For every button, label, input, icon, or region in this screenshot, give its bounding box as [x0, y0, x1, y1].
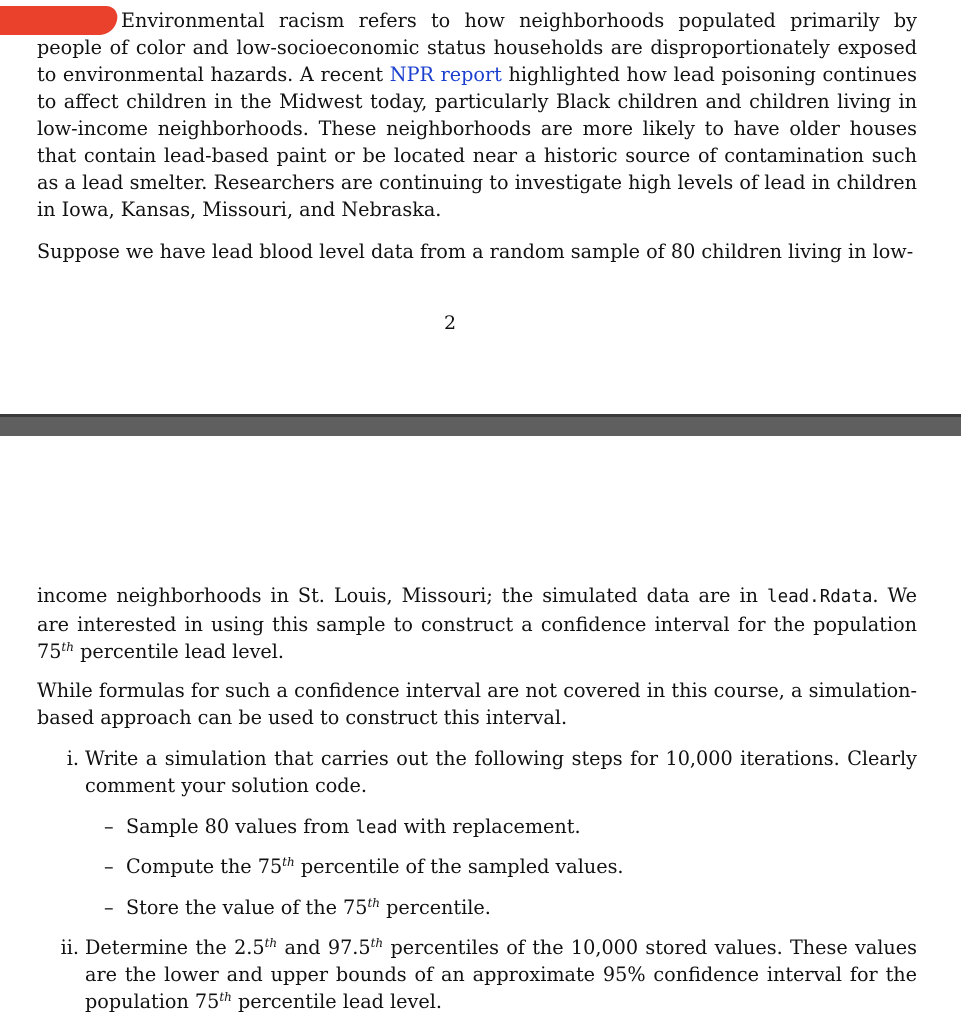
- bullet-compute: [104, 853, 904, 880]
- npr-report-link[interactable]: NPR report: [389, 63, 502, 86]
- bullet-text-end: percentile.: [380, 896, 491, 919]
- suppose-paragraph: Suppose we have lead blood level data from a random sample of 80 children living in low-: [37, 240, 914, 263]
- task-item-ii: [37, 934, 917, 1015]
- intro-text-start: Environmental racism refers to how neighborhoods populated primarily by people of color and low-socioeconomic status households are disproportionately exposed to environmental hazards. A recent: [37, 9, 917, 86]
- bullet-dash: –: [104, 855, 114, 878]
- superscript-th: th: [370, 936, 384, 950]
- bullet-sample: [104, 813, 904, 842]
- intro-text-end: highlighted how lead poisoning continues to affect children in the Midwest today, particularly Black children and children living in low-income neighborhoods. These neighborhoods are more likely to have older houses that contain lead-based paint or be located near a historic source of contamination such as a lead smelter. Researchers are continuing to investigate high levels of lead in children in Iowa, Kansas, Missouri, and Nebraska.: [37, 63, 917, 221]
- page-number: 2: [443, 312, 457, 334]
- simulation-paragraph: While formulas for such a confidence interval are not covered in this course, a simulation-based approach can be used to construct this interval.: [37, 679, 917, 729]
- bullet-dash: –: [104, 815, 114, 838]
- item-ii-text-4: percentile lead level.: [231, 990, 442, 1013]
- superscript-th: th: [367, 896, 381, 910]
- intro-paragraph: [37, 7, 917, 223]
- bullet-dash: –: [104, 896, 114, 919]
- continuation-text-2: . We are interested in using this sample to construct a confidence interval for the population 75: [37, 584, 918, 663]
- item-ii-text-2: and 97.5: [277, 936, 371, 959]
- bullet-text: Compute the 75: [126, 855, 283, 878]
- lead-rdata-code: lead.Rdata: [767, 587, 873, 607]
- bullet-text-end: percentile of the sampled values.: [294, 855, 624, 878]
- superscript-th: th: [219, 990, 232, 1004]
- item-text-i: Write a simulation that carries out the following steps for 10,000 iterations. Clearly comment your solution code.: [85, 747, 917, 797]
- item-ii-text-3: percentiles of the 10,000 stored values. These values are the lower and upper bounds of an approximate 95% confidence interval for the population 75: [85, 936, 917, 1013]
- item-label-ii: ii.: [60, 936, 79, 959]
- lead-code: lead: [355, 818, 398, 838]
- task-item-i: [37, 745, 917, 799]
- continuation-text: income neighborhoods in St. Louis, Missouri; the simulated data are in: [37, 584, 768, 607]
- item-text-ii: [85, 934, 917, 1015]
- superscript-th: th: [61, 640, 74, 654]
- superscript-th: th: [282, 855, 295, 869]
- bullet-text: Sample 80 values from: [126, 815, 356, 838]
- superscript-th: th: [264, 936, 278, 950]
- continuation-text-3: percentile lead level.: [73, 640, 285, 663]
- bullet-text-end: with replacement.: [397, 815, 581, 838]
- page-divider: [0, 414, 961, 436]
- bullet-text: Store the value of the 75: [126, 896, 368, 919]
- bullet-store: [104, 894, 904, 921]
- continuation-paragraph: [37, 582, 917, 665]
- item-ii-text: Determine the 2.5: [85, 936, 265, 959]
- item-label-i: i.: [66, 747, 79, 770]
